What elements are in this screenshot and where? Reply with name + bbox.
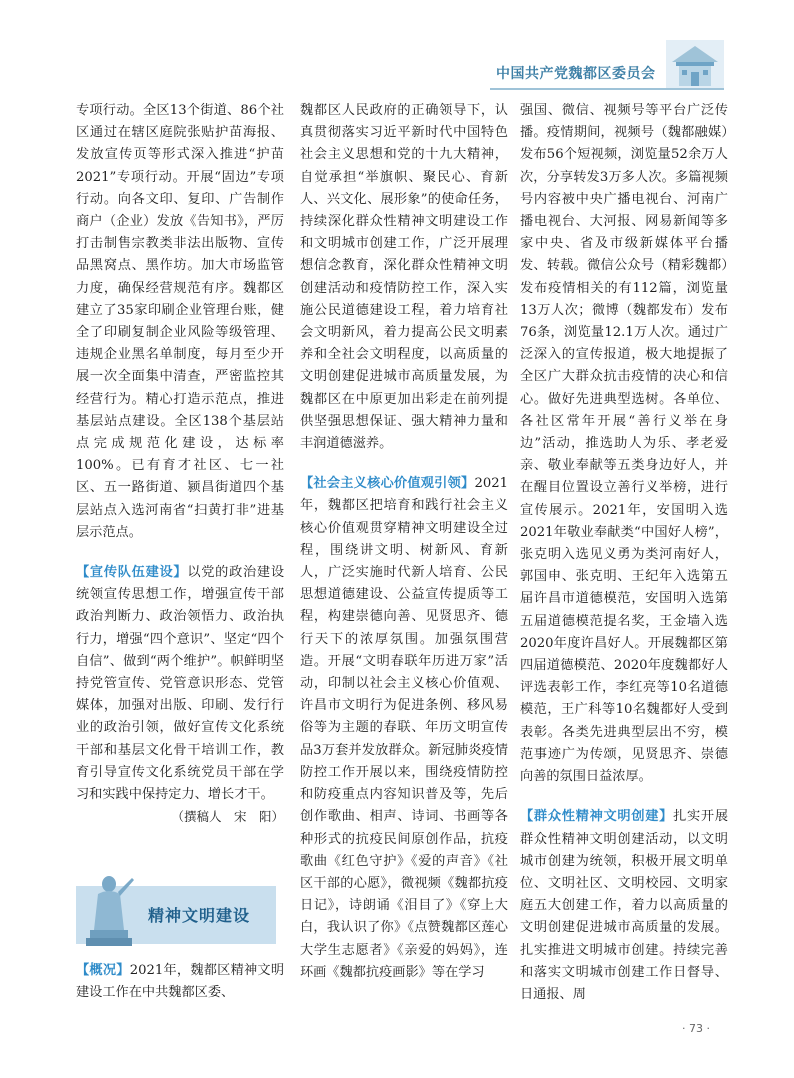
column-left bbox=[76, 100, 284, 829]
column-middle bbox=[300, 100, 508, 984]
paragraph-body: 2021年，魏都区把培育和践行社会主义核心价值观贯穿精神文明建设全过程，围绕讲文明、树新风、育新人，广泛实施时代新人培育、公民思想道德建设、公益宣传提质等工程，构建崇德向善、见贤思齐、德行天下的浓厚氛围。加强氛围营造。开展“文明春联年历进万家”活动，印制以社会主义核心价值观、许昌市文明行为促进条例、移风易俗等为主题的春联、年历文明宣传品3万套并发放群众。新冠肺炎疫情防控工作开展以来，围绕疫情防控和防疫重点内容知识普及等，先后创作歌曲、相声、诗词、书画等各种形式的抗疫民间原创作品，抗疫歌曲《红色守护》《爱的声音》《社区干部的心愿》，微视频《魏都抗疫日记》，诗朗诵《泪目了》《穿上大白，我认识了你》《点赞魏都区莲心大学生志愿者》《亲爱的妈妈》，连环画《魏都抗疫画影》等在学习 bbox=[300, 476, 508, 980]
column-right bbox=[520, 100, 728, 1006]
page-number: · 73 · bbox=[682, 1022, 710, 1035]
statue-illustration bbox=[80, 870, 138, 948]
section-heading-mass-creation: 【群众性精神文明创建】 bbox=[520, 809, 674, 825]
paragraph-core-values bbox=[300, 473, 508, 984]
paragraph-body: 2021年，魏都区精神文明建设工作在中共魏都区委、 bbox=[76, 963, 285, 1001]
paragraph-mass-civilization-creation bbox=[520, 806, 728, 1006]
paragraph-body: 以党的政治建设统领宣传思想工作，增强宣传干部政治判断力、政治领悟力、政治执行力，增强“四个意识”、坚定“四个自信”、做到“两个维护”。帜鲜明坚持党管宣传、党管意识形态、党管媒体，加强对出版、印刷、发行行业的政治引领，做好宣传文化系统干部和基层文化骨干培训工作，教育引导宣传文化系统党员干部在学习和实践中保持定力、增长才干。 bbox=[76, 565, 285, 803]
header-title: 中国共产党魏都区委员会 bbox=[496, 66, 656, 82]
author-credit: （撰稿人 宋 阳） bbox=[171, 809, 284, 825]
paragraph-leadership: 魏都区人民政府的正确领导下，认真贯彻落实习近平新时代中国特色社会主义思想和党的十九大精神，自觉承担“举旗帜、聚民心、育新人、兴文化、展形象”的使命任务，持续深化群众性精神文明建设工作和文明城市创建工作，广泛开展理想信念教育，深化群众性精神文明创建活动和疫情防控工作，深入实施公民道德建设工程，着力培育社会文明新风，着力提高公民文明素养和全社会文明程度，以高质量的文明创建促进城市高质量发展，为魏都区在中原更加出彩走在前列提供坚强思想保证、强大精神力量和丰润道德滋养。 bbox=[300, 103, 508, 452]
paragraph-media-and-models: 强国、微信、视频号等平台广泛传播。疫情期间，视频号（魏都融媒）发布56个短视频，浏览量52余万人次，分享转发3万多人次。多篇视频号内容被中央广播电视台、河南广播电视台、大河报、网易新闻等多家中央、省及市级新媒体平台播发、转载。微信公众号（精彩魏都）发布疫情相关的有112篇，浏览量13万人次；微博（魏都发布）发布76条，浏览量12.1万人次。通过广泛深入的宣传报道，极大地提振了全区广大群众抗击疫情的决心和信心。做好先进典型选树。各单位、各社区常年开展“善行义举在身边”活动，推选助人为乐、孝老爱亲、敬业奉献等五类身边好人，并在醒目位置设立善行义举榜，进行宣传展示。2021年，安国明入选2021年敬业奉献类“中国好人榜”，张克明入选见义勇为类河南好人，郭国申、张克明、王纪年入选第五届许昌市道德模范，安国明入选第五届道德模范提名奖，王金墙入选2020年度许昌好人。开展魏都区第四届道德模范、2020年度魏都好人评选表彰工作，李红亮等10名道德模范，王广科等10名魏都好人受到表彰。各类先进典型层出不穷，模范事迹广为传颂，见贤思齐、崇德向善的氛围日益浓厚。 bbox=[520, 103, 728, 785]
section-title: 精神文明建设 bbox=[148, 906, 251, 925]
section-heading-core-values: 【社会主义核心价值观引领】 bbox=[300, 476, 475, 492]
paragraph-propaganda-team bbox=[76, 562, 284, 806]
section-heading-propaganda-team: 【宣传队伍建设】 bbox=[76, 565, 188, 581]
column-left-continued bbox=[76, 960, 284, 1004]
section-heading-overview: 【概况】 bbox=[76, 963, 130, 978]
paragraph-body: 扎实开展群众性精神文明创建活动，以文明城市创建为统领，积极开展文明单位、文明社区、文明校园、文明家庭五大创建工作，着力以高质量的文明创建促进城市高质量的发展。扎实推进文明城市创建。持续完善和落实文明城市创建工作日督导、日通报、周 bbox=[520, 809, 729, 1002]
header-rule bbox=[490, 88, 724, 90]
gate-tower-emblem bbox=[666, 40, 724, 90]
paragraph-overview bbox=[76, 960, 284, 1004]
paragraph-anti-illegal-publications: 专项行动。全区13个街道、86个社区通过在辖区庭院张贴护苗海报、发放宣传页等形式深入推进“护苗2021”专项行动。开展“固边”专项行动。向各文印、复印、广告制作商户（企业）发放《告知书》，严厉打击制售宗教类非法出版物、宣传品黑窝点、黑作坊。加大市场监管力度，确保经营规范有序。魏都区建立了35家印刷企业管理台账，健全了印刷复制企业风险等级管理、违规企业黑名单制度，每月至少开展一次全面集中清查，严密监控其经营行为。精心打造示范点，推进基层站点建设。全区138个基层站点完成规范化建设，达标率100%。已有育才社区、七一社区、五一路街道、颍昌街道四个基层站点入选河南省“扫黄打非”进基层示范点。 bbox=[76, 103, 284, 540]
